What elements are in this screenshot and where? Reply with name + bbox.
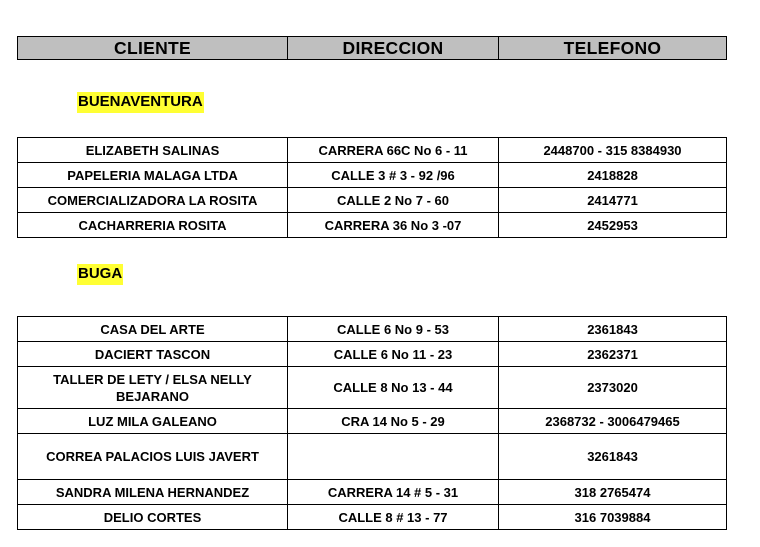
- cell-direccion: [288, 434, 499, 480]
- cell-telefono: 316 7039884: [499, 505, 727, 530]
- cell-cliente: CORREA PALACIOS LUIS JAVERT: [18, 434, 288, 480]
- cell-cliente: LUZ MILA GALEANO: [18, 409, 288, 434]
- table-row: [18, 409, 727, 434]
- cell-cliente: ELIZABETH SALINAS: [18, 138, 288, 163]
- header-direccion: DIRECCION: [288, 37, 499, 60]
- cell-telefono: 2361843: [499, 317, 727, 342]
- cell-cliente: PAPELERIA MALAGA LTDA: [18, 163, 288, 188]
- column-header-table: [17, 36, 727, 60]
- cell-cliente: CASA DEL ARTE: [18, 317, 288, 342]
- cell-direccion: CARRERA 66C No 6 - 11: [288, 138, 499, 163]
- cell-direccion: CARRERA 14 # 5 - 31: [288, 480, 499, 505]
- header-cliente: CLIENTE: [18, 37, 288, 60]
- cell-direccion: CALLE 3 # 3 - 92 /96: [288, 163, 499, 188]
- table-row: [18, 188, 727, 213]
- cell-cliente: COMERCIALIZADORA LA ROSITA: [18, 188, 288, 213]
- table-buenaventura: [17, 137, 727, 238]
- cell-telefono: 2362371: [499, 342, 727, 367]
- cell-direccion: CRA 14 No 5 - 29: [288, 409, 499, 434]
- cell-cliente: CACHARRERIA ROSITA: [18, 213, 288, 238]
- table-row: [18, 317, 727, 342]
- cell-telefono: 3261843: [499, 434, 727, 480]
- table-row: [18, 367, 727, 409]
- cell-direccion: CALLE 8 No 13 - 44: [288, 367, 499, 409]
- cell-telefono: 2448700 - 315 8384930: [499, 138, 727, 163]
- cell-cliente: SANDRA MILENA HERNANDEZ: [18, 480, 288, 505]
- cell-direccion: CALLE 6 No 11 - 23: [288, 342, 499, 367]
- table-row: [18, 505, 727, 530]
- cell-cliente: DACIERT TASCON: [18, 342, 288, 367]
- cell-telefono: 2414771: [499, 188, 727, 213]
- table-row: [18, 213, 727, 238]
- cell-telefono: 2373020: [499, 367, 727, 409]
- header-row: [18, 37, 727, 60]
- cell-telefono: 2418828: [499, 163, 727, 188]
- table-row: [18, 342, 727, 367]
- section-title-buga: BUGA: [77, 264, 123, 285]
- cell-telefono: 2452953: [499, 213, 727, 238]
- cell-telefono: 2368732 - 3006479465: [499, 409, 727, 434]
- table-row: [18, 138, 727, 163]
- cell-direccion: CALLE 6 No 9 - 53: [288, 317, 499, 342]
- header-telefono: TELEFONO: [499, 37, 727, 60]
- cell-cliente: DELIO CORTES: [18, 505, 288, 530]
- cell-direccion: CARRERA 36 No 3 -07: [288, 213, 499, 238]
- cell-direccion: CALLE 2 No 7 - 60: [288, 188, 499, 213]
- section-title-buenaventura: BUENAVENTURA: [77, 92, 204, 113]
- cell-direccion: CALLE 8 # 13 - 77: [288, 505, 499, 530]
- table-row: [18, 163, 727, 188]
- table-row: [18, 480, 727, 505]
- table-buga: [17, 316, 727, 530]
- table-row: [18, 434, 727, 480]
- cell-telefono: 318 2765474: [499, 480, 727, 505]
- cell-cliente: TALLER DE LETY / ELSA NELLY BEJARANO: [18, 367, 288, 409]
